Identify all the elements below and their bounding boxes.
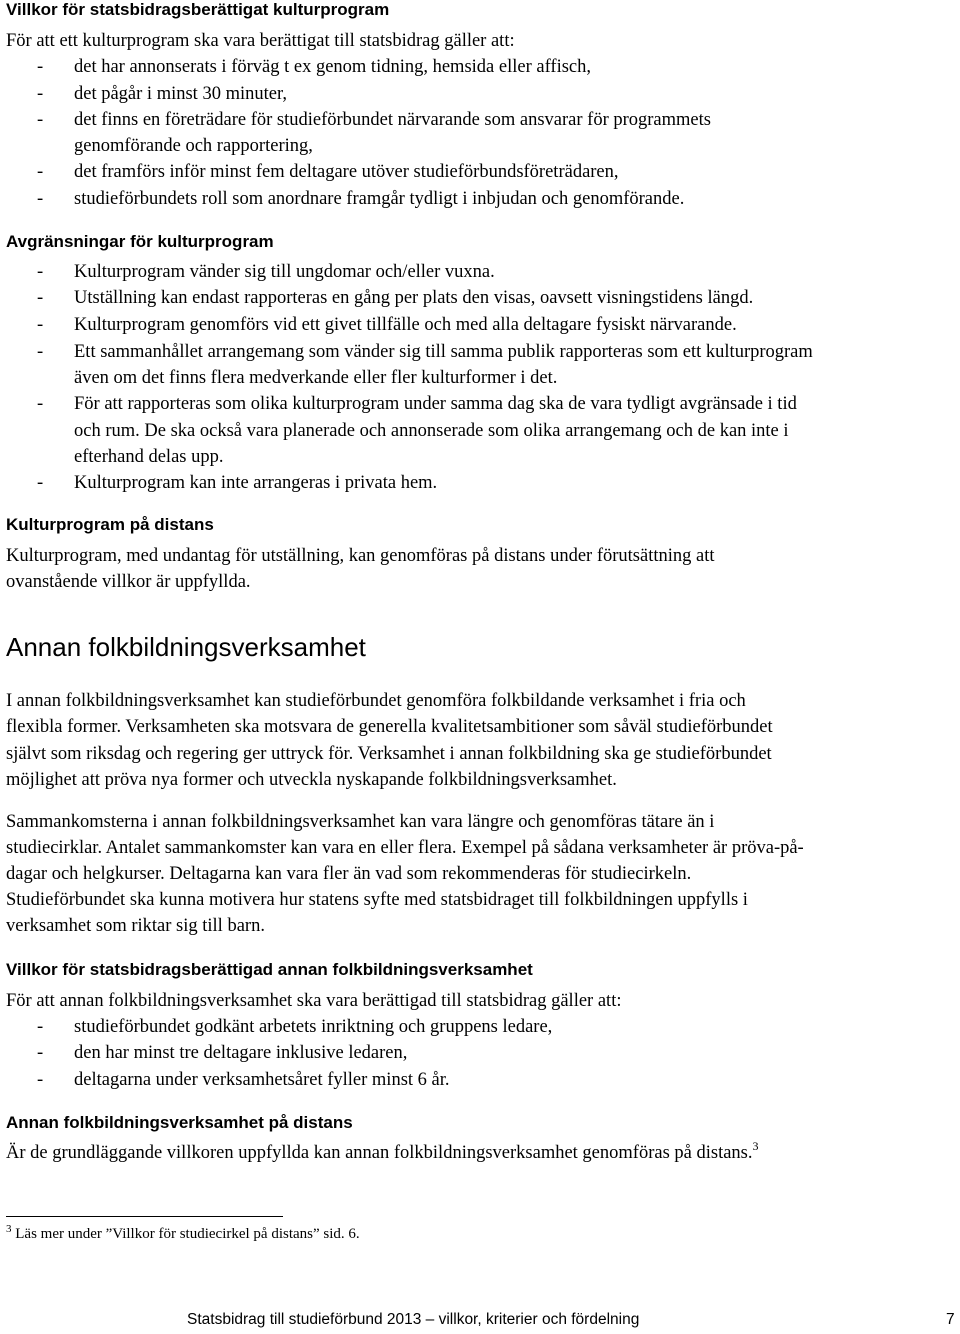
list-item: Utställning kan endast rapporteras en gång per plats den visas, oavsett visningstidens längd. — [74, 288, 754, 308]
list-item-continued: efterhand delas upp. — [74, 447, 224, 467]
paragraph-line: ovanstående villkor är uppfyllda. — [6, 572, 251, 592]
list-item: studieförbundets roll som anordnare framgår tydligt i inbjudan och genomförande. — [74, 189, 685, 209]
intro-kulturprogram: För att ett kulturprogram ska vara berättigat till statsbidrag gäller att: — [6, 31, 515, 51]
list-item-continued: och rum. De ska också vara planerade och annonserade som olika arrangemang och de kan inte i — [74, 421, 789, 441]
bullet-dash: - — [37, 315, 44, 335]
paragraph-line: verksamhet som riktar sig till barn. — [6, 916, 265, 936]
heading-villkor-annan-folkbildning: Villkor för statsbidragsberättigad annan folkbildningsverksamhet — [6, 960, 533, 979]
bullet-dash: - — [37, 288, 44, 308]
list-item: det finns en företrädare för studieförbundet närvarande som ansvarar för programmets — [74, 110, 711, 130]
list-item: det pågår i minst 30 minuter, — [74, 84, 287, 104]
list-item: studieförbundet godkänt arbetets inriktning och gruppens ledare, — [74, 1017, 553, 1037]
paragraph-line: I annan folkbildningsverksamhet kan studieförbundet genomföra folkbildande verksamhet i fria och — [6, 691, 746, 711]
bullet-dash: - — [37, 1070, 44, 1090]
paragraph-line: flexibla former. Verksamheten ska motsvara de generella kvalitetsambitioner som såväl studieförbundet — [6, 717, 773, 737]
intro-annan-folkbildning: För att annan folkbildningsverksamhet ska vara berättigad till statsbidrag gäller att: — [6, 991, 622, 1011]
paragraph-text: Är de grundläggande villkoren uppfyllda kan annan folkbildningsverksamhet genomföras på distans. — [6, 1143, 753, 1163]
paragraph-line: självt som riksdag och regering ger uttryck för. Verksamhet i annan folkbildning ska ge studieförbundet — [6, 744, 772, 764]
bullet-dash: - — [37, 189, 44, 209]
page-number: 7 — [946, 1311, 955, 1328]
list-item: Kulturprogram vänder sig till ungdomar och/eller vuxna. — [74, 262, 495, 282]
list-item-continued: även om det finns flera medverkande eller fler kulturformer i det. — [74, 368, 558, 388]
list-item-continued: genomförande och rapportering, — [74, 136, 313, 156]
page-footer-text: Statsbidrag till studieförbund 2013 – villkor, kriterier och fördelning — [187, 1311, 640, 1328]
bullet-dash: - — [37, 57, 44, 77]
paragraph-line — [6, 1139, 759, 1164]
list-item: Kulturprogram genomförs vid ett givet tillfälle och med alla deltagare fysiskt närvarande. — [74, 315, 737, 335]
bullet-dash: - — [37, 1043, 44, 1063]
paragraph-line: möjlighet att pröva nya former och utveckla nyskapande folkbildningsverksamhet. — [6, 770, 617, 790]
heading-avgransningar: Avgränsningar för kulturprogram — [6, 232, 274, 251]
footnote-divider — [6, 1216, 283, 1217]
paragraph-line: studiecirklar. Antalet sammankomster kan vara en eller flera. Exempel på sådana verksamheter är pröva-på- — [6, 838, 804, 858]
paragraph-line: dagar och helgkurser. Deltagarna kan vara fler än vad som rekommenderas för studiecirkeln. — [6, 864, 692, 884]
footnote-ref[interactable]: 3 — [752, 1139, 759, 1153]
footnote — [6, 1223, 360, 1243]
heading-kulturprogram-distans: Kulturprogram på distans — [6, 515, 214, 534]
list-item: Ett sammanhållet arrangemang som vänder sig till samma publik rapporteras som ett kulturprogram — [74, 342, 813, 362]
footnote-number: 3 — [6, 1223, 12, 1235]
list-item: det framförs inför minst fem deltagare utöver studieförbundsföreträdaren, — [74, 162, 619, 182]
list-item: För att rapporteras som olika kulturprogram under samma dag ska de vara tydligt avgränsade i tid — [74, 394, 797, 414]
list-item: den har minst tre deltagare inklusive ledaren, — [74, 1043, 408, 1063]
heading-annan-folkbildning-distans: Annan folkbildningsverksamhet på distans — [6, 1113, 353, 1132]
paragraph-line: Kulturprogram, med undantag för utställning, kan genomföras på distans under förutsättning att — [6, 546, 715, 566]
bullet-dash: - — [37, 1017, 44, 1037]
list-item: Kulturprogram kan inte arrangeras i privata hem. — [74, 473, 438, 493]
paragraph-line: Studieförbundet ska kunna motivera hur statens syfte med statsbidraget till folkbildningen uppfylls i — [6, 890, 748, 910]
bullet-dash: - — [37, 394, 44, 414]
paragraph-line: Sammankomsterna i annan folkbildningsverksamhet kan vara längre och genomföras tätare än i — [6, 812, 715, 832]
bullet-dash: - — [37, 473, 44, 493]
list-item: det har annonserats i förväg t ex genom tidning, hemsida eller affisch, — [74, 57, 591, 77]
footnote-text: Läs mer under ”Villkor för studiecirkel på distans” sid. 6. — [15, 1226, 360, 1242]
heading-villkor-kulturprogram: Villkor för statsbidragsberättigat kulturprogram — [6, 0, 390, 19]
bullet-dash: - — [37, 262, 44, 282]
bullet-dash: - — [37, 162, 44, 182]
section-title-annan-folkbildning: Annan folkbildningsverksamhet — [6, 632, 366, 662]
bullet-dash: - — [37, 110, 44, 130]
bullet-dash: - — [37, 342, 44, 362]
bullet-dash: - — [37, 84, 44, 104]
list-item: deltagarna under verksamhetsåret fyller minst 6 år. — [74, 1070, 450, 1090]
